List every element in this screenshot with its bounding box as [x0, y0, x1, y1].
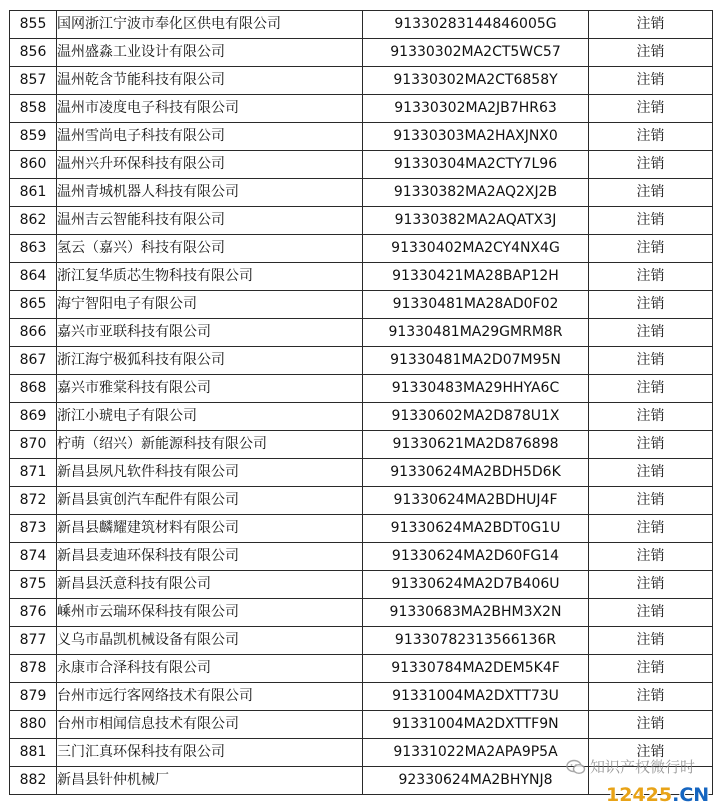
- credit-code: 91330624MA2D60FG14: [363, 543, 589, 571]
- company-name: 温州乾含节能科技有限公司: [57, 67, 363, 95]
- credit-code: 91330382MA2AQATX3J: [363, 207, 589, 235]
- status-cell: 注销: [589, 123, 713, 151]
- table-row: [10, 347, 713, 375]
- table-row: [10, 235, 713, 263]
- status-cell: 注销: [589, 375, 713, 403]
- status-cell: 注销: [589, 459, 713, 487]
- company-name: 嘉兴市雅棠科技有限公司: [57, 375, 363, 403]
- row-number: 862: [10, 207, 57, 235]
- status-cell: 注销: [589, 571, 713, 599]
- row-number: 875: [10, 571, 57, 599]
- company-name: 柠萌（绍兴）新能源科技有限公司: [57, 431, 363, 459]
- status-cell: 注销: [589, 739, 713, 767]
- status-cell: 注销: [589, 179, 713, 207]
- company-name: 浙江复华质芯生物科技有限公司: [57, 263, 363, 291]
- credit-code: 91330283144846005G: [363, 11, 589, 39]
- table-row: [10, 123, 713, 151]
- watermark-text: 知识产权微行时: [590, 758, 696, 776]
- row-number: 872: [10, 487, 57, 515]
- row-number: 881: [10, 739, 57, 767]
- row-number: 873: [10, 515, 57, 543]
- table-row: [10, 375, 713, 403]
- logo-number: 12425: [606, 784, 673, 806]
- company-name: 海宁智阳电子有限公司: [57, 291, 363, 319]
- company-name: 新昌县针仲机械厂: [57, 767, 363, 795]
- row-number: 861: [10, 179, 57, 207]
- status-cell: 注销: [589, 347, 713, 375]
- company-name: 新昌县夙凡软件科技有限公司: [57, 459, 363, 487]
- credit-code: 91330621MA2D876898: [363, 431, 589, 459]
- status-cell: 注销: [589, 627, 713, 655]
- table-row: [10, 515, 713, 543]
- company-name: 新昌县寅创汽车配件有限公司: [57, 487, 363, 515]
- company-name: 温州盛淼工业设计有限公司: [57, 39, 363, 67]
- table-row: [10, 655, 713, 683]
- status-cell: 注销: [589, 151, 713, 179]
- credit-code: 91330481MA28AD0F02: [363, 291, 589, 319]
- row-number: 863: [10, 235, 57, 263]
- status-cell: 注销: [589, 263, 713, 291]
- status-cell: 注销: [589, 683, 713, 711]
- table-row: [10, 263, 713, 291]
- row-number: 874: [10, 543, 57, 571]
- company-name: 温州吉云智能科技有限公司: [57, 207, 363, 235]
- table-row: [10, 95, 713, 123]
- row-number: 865: [10, 291, 57, 319]
- row-number: 856: [10, 39, 57, 67]
- company-name: 新昌县麟耀建筑材料有限公司: [57, 515, 363, 543]
- table-row: [10, 207, 713, 235]
- status-cell: 注销: [589, 711, 713, 739]
- table-row: [10, 459, 713, 487]
- status-cell: 注销: [589, 39, 713, 67]
- status-cell: 注销: [589, 487, 713, 515]
- status-cell: 注销: [589, 403, 713, 431]
- status-cell: 注销: [589, 543, 713, 571]
- table-row: [10, 403, 713, 431]
- row-number: 871: [10, 459, 57, 487]
- credit-code: 91330624MA2BDT0G1U: [363, 515, 589, 543]
- credit-code: 91330302MA2CT5WC57: [363, 39, 589, 67]
- row-number: 880: [10, 711, 57, 739]
- credit-code: 92330624MA2BHYNJ8: [363, 767, 589, 795]
- site-logo: [606, 784, 709, 806]
- table-row: [10, 431, 713, 459]
- row-number: 882: [10, 767, 57, 795]
- status-cell: 注销: [589, 291, 713, 319]
- company-name: 氢云（嘉兴）科技有限公司: [57, 235, 363, 263]
- company-name: 永康市合泽科技有限公司: [57, 655, 363, 683]
- credit-code: 91330304MA2CTY7L96: [363, 151, 589, 179]
- company-name: 浙江小琥电子有限公司: [57, 403, 363, 431]
- status-cell: 注销: [589, 207, 713, 235]
- status-cell: 注销: [589, 655, 713, 683]
- row-number: 866: [10, 319, 57, 347]
- table-row: [10, 39, 713, 67]
- status-cell: 注销: [589, 11, 713, 39]
- credit-code: 91330302MA2JB7HR63: [363, 95, 589, 123]
- credit-code: 91330624MA2BDHUJ4F: [363, 487, 589, 515]
- row-number: 859: [10, 123, 57, 151]
- status-cell: 注销: [589, 67, 713, 95]
- company-name: 温州兴升环保科技有限公司: [57, 151, 363, 179]
- company-table-body: [10, 11, 713, 795]
- table-row: [10, 67, 713, 95]
- table-row: [10, 711, 713, 739]
- table-row: [10, 319, 713, 347]
- company-name: 温州青城机器人科技有限公司: [57, 179, 363, 207]
- status-cell: 注销: [589, 235, 713, 263]
- status-cell: 注销: [589, 431, 713, 459]
- table-row: [10, 683, 713, 711]
- row-number: 877: [10, 627, 57, 655]
- row-number: 858: [10, 95, 57, 123]
- credit-code: 91331022MA2APA9P5A: [363, 739, 589, 767]
- company-name: 台州市相闻信息技术有限公司: [57, 711, 363, 739]
- row-number: 869: [10, 403, 57, 431]
- watermark: [566, 756, 695, 777]
- company-name: 义乌市晶凯机械设备有限公司: [57, 627, 363, 655]
- company-name: 嵊州市云瑞环保科技有限公司: [57, 599, 363, 627]
- row-number: 879: [10, 683, 57, 711]
- credit-code: 91330784MA2DEM5K4F: [363, 655, 589, 683]
- row-number: 860: [10, 151, 57, 179]
- logo-suffix: .CN: [672, 784, 710, 806]
- company-name: 温州雪尚电子科技有限公司: [57, 123, 363, 151]
- company-name: 温州市凌度电子科技有限公司: [57, 95, 363, 123]
- table-row: [10, 627, 713, 655]
- wechat-icon: [566, 759, 586, 775]
- row-number: 864: [10, 263, 57, 291]
- table-row: [10, 487, 713, 515]
- company-table: [9, 10, 713, 795]
- company-name: 嘉兴市亚联科技有限公司: [57, 319, 363, 347]
- table-row: [10, 571, 713, 599]
- credit-code: 91331004MA2DXTTF9N: [363, 711, 589, 739]
- credit-code: 91330624MA2D7B406U: [363, 571, 589, 599]
- row-number: 868: [10, 375, 57, 403]
- company-name: 国网浙江宁波市奉化区供电有限公司: [57, 11, 363, 39]
- credit-code: 91330602MA2D878U1X: [363, 403, 589, 431]
- company-name: 新昌县沃意科技有限公司: [57, 571, 363, 599]
- status-cell: 注销: [589, 515, 713, 543]
- table-row: [10, 543, 713, 571]
- company-name: 新昌县麦迪环保科技有限公司: [57, 543, 363, 571]
- credit-code: 91330302MA2CT6858Y: [363, 67, 589, 95]
- credit-code: 91330402MA2CY4NX4G: [363, 235, 589, 263]
- status-cell: 注销: [589, 599, 713, 627]
- credit-code: 91330421MA28BAP12H: [363, 263, 589, 291]
- row-number: 878: [10, 655, 57, 683]
- row-number: 867: [10, 347, 57, 375]
- row-number: 855: [10, 11, 57, 39]
- credit-code: 91330303MA2HAXJNX0: [363, 123, 589, 151]
- credit-code: 91330481MA2D07M95N: [363, 347, 589, 375]
- table-row: [10, 599, 713, 627]
- credit-code: 91331004MA2DXTT73U: [363, 683, 589, 711]
- table-row: [10, 151, 713, 179]
- credit-code: 91330683MA2BHM3X2N: [363, 599, 589, 627]
- status-cell: 注销: [589, 95, 713, 123]
- credit-code: 91330624MA2BDH5D6K: [363, 459, 589, 487]
- status-cell: 注销: [589, 319, 713, 347]
- credit-code: 91330782313566136R: [363, 627, 589, 655]
- credit-code: 91330481MA29GMRM8R: [363, 319, 589, 347]
- row-number: 876: [10, 599, 57, 627]
- credit-code: 91330483MA29HHYA6C: [363, 375, 589, 403]
- row-number: 870: [10, 431, 57, 459]
- company-name: 三门汇真环保科技有限公司: [57, 739, 363, 767]
- table-row: [10, 179, 713, 207]
- table-row: [10, 291, 713, 319]
- row-number: 857: [10, 67, 57, 95]
- credit-code: 91330382MA2AQ2XJ2B: [363, 179, 589, 207]
- table-row: [10, 11, 713, 39]
- company-name: 浙江海宁极狐科技有限公司: [57, 347, 363, 375]
- company-name: 台州市远行客网络技术有限公司: [57, 683, 363, 711]
